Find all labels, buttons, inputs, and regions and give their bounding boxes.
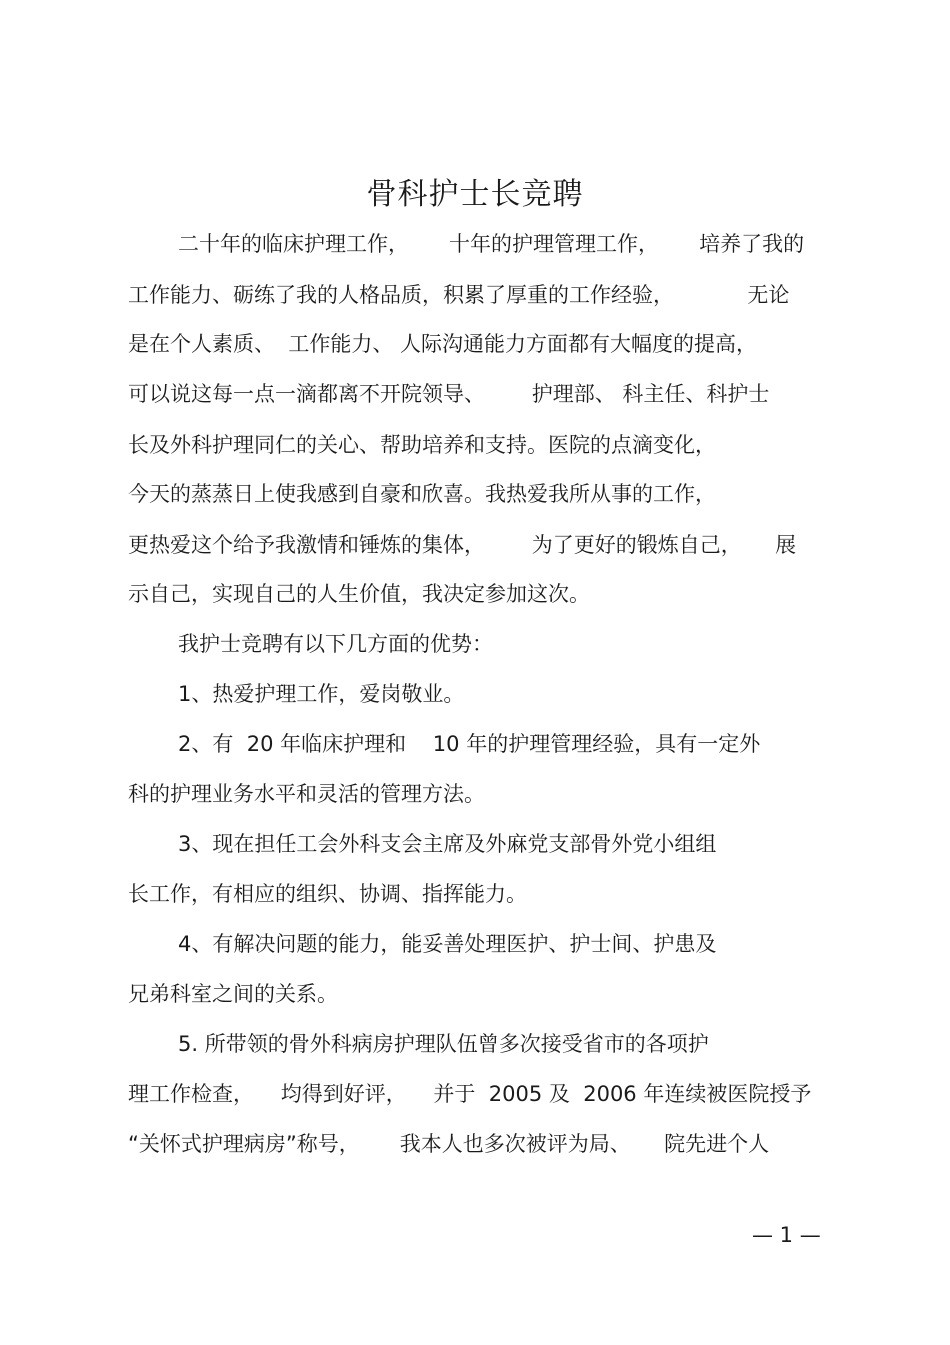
list-item-3-line-2: 长工作，有相应的组织、协调、指挥能力。 (128, 882, 527, 906)
body-line-6: 今天的蒸蒸日上使我感到自豪和欣喜。我热爱我所从事的工作， (128, 482, 716, 506)
list-item-2-line-2: 科的护理业务水平和灵活的管理方法。 (128, 782, 485, 806)
list-item-2-line-1: 2、有 20 年临床护理和 10 年的护理管理经验，具有一定外 (178, 732, 761, 756)
list-item-5-line-1: 5. 所带领的骨外科病房护理队伍曾多次接受省市的各项护 (178, 1032, 709, 1056)
body-line-2: 工作能力、砺练了我的人格品质，积累了厚重的工作经验， 无论 (128, 283, 790, 307)
list-item-1: 1、热爱护理工作，爱岗敬业。 (178, 682, 465, 706)
body-line-7: 更热爱这个给予我激情和锤炼的集体， 为了更好的锻炼自己， 展 (128, 533, 797, 557)
body-line-1: 二十年的临床护理工作， 十年的护理管理工作， 培养了我的 (178, 232, 805, 256)
body-line-8: 示自己，实现自己的人生价值，我决定参加这次。 (128, 582, 590, 606)
list-item-5-line-3: “关怀式护理病房”称号， 我本人也多次被评为局、 院先进个人 (128, 1132, 770, 1156)
page-number: — 1 — (752, 1223, 821, 1247)
body-line-3: 是在个人素质、 工作能力、 人际沟通能力方面都有大幅度的提高， (128, 332, 758, 356)
list-intro: 我护士竞聘有以下几方面的优势： (178, 632, 493, 656)
document-title: 骨科护士长竞聘 (366, 177, 584, 212)
list-item-4-line-2: 兄弟科室之间的关系。 (128, 982, 338, 1006)
list-item-5-line-2: 理工作检查， 均得到好评， 并于 2005 及 2006 年连续被医院授予 (128, 1082, 812, 1106)
body-line-5: 长及外科护理同仁的关心、帮助培养和支持。医院的点滴变化， (128, 433, 716, 457)
list-item-4-line-1: 4、有解决问题的能力，能妥善处理医护、护士间、护患及 (178, 932, 717, 956)
body-line-4: 可以说这每一点一滴都离不开院领导、 护理部、 科主任、科护士 (128, 382, 770, 406)
list-item-3-line-1: 3、现在担任工会外科支会主席及外麻党支部骨外党小组组 (178, 832, 717, 856)
